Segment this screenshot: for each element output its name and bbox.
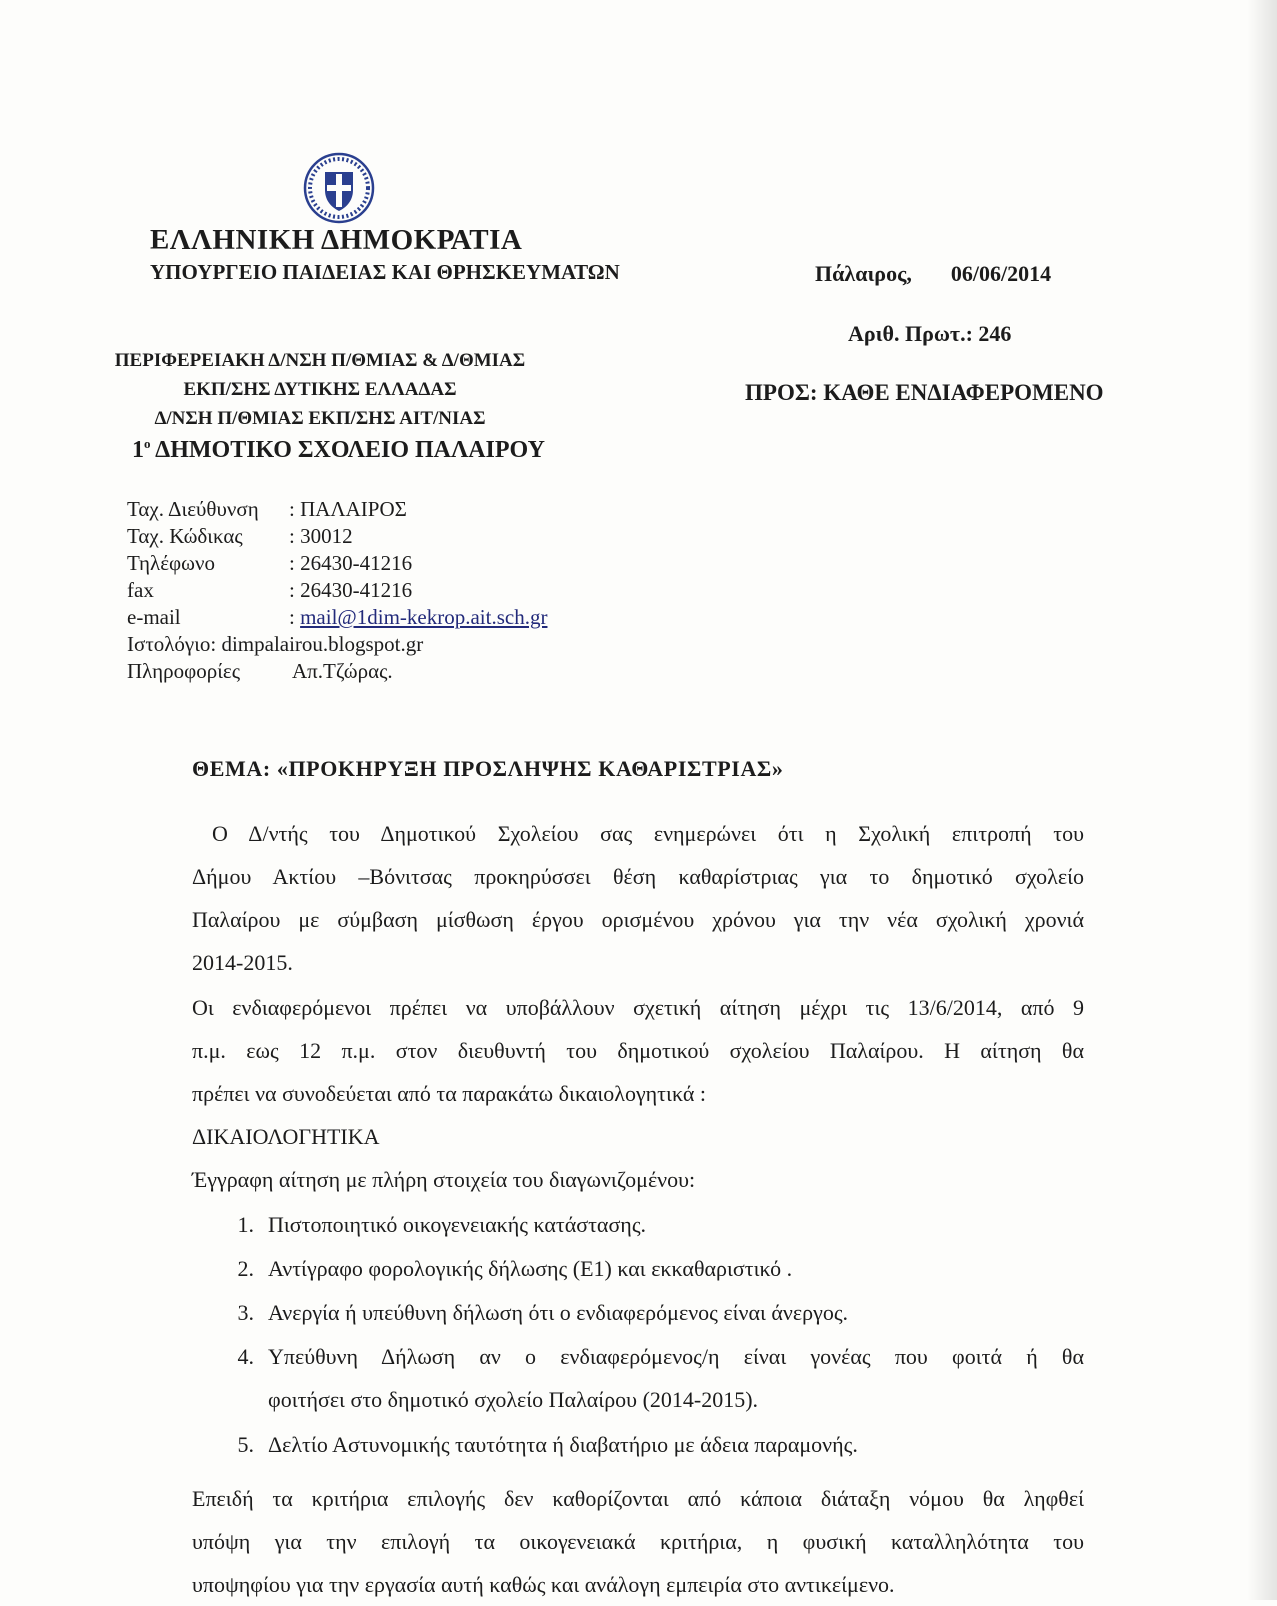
contact-value: : 26430-41216 <box>289 578 413 602</box>
region-line-3: Δ/ΝΣΗ Π/ΘΜΙΑΣ ΕΚΠ/ΣΗΣ ΑΙΤ/ΝΙΑΣ <box>154 408 486 429</box>
paragraph-line: Ο Δ/ντής του Δημοτικού Σχολείου σας ενημερώνει ότι η Σχολική επιτροπή του <box>212 821 1084 846</box>
contact-email <box>127 605 627 633</box>
contact-label: e-mail <box>127 605 181 629</box>
subject-line: ΘΕΜΑ: «ΠΡΟΚΗΡΥΞΗ ΠΡΟΣΛΗΨΗΣ ΚΑΘΑΡΙΣΤΡΙΑΣ» <box>192 756 784 781</box>
contact-label: Πληροφορίες <box>127 659 241 683</box>
contact-label: Ταχ. Διεύθυνση <box>127 497 259 521</box>
list-number: 3. <box>237 1300 254 1325</box>
contact-block <box>127 497 627 697</box>
contact-value <box>289 605 547 630</box>
documents-heading: ΔΙΚΑΙΟΛΟΓΗΤΙΚΑ <box>192 1124 380 1149</box>
list-text: Πιστοποιητικό οικογενειακής κατάστασης. <box>268 1212 647 1237</box>
paragraph-line: π.μ. εως 12 π.μ. στον διευθυντή του δημοτικού σχολείου Παλαίρου. Η αίτηση θα <box>192 1038 1084 1063</box>
contact-label: Ταχ. Κώδικας <box>127 524 243 548</box>
contact-fax <box>127 578 627 606</box>
contact-label: Ιστολόγιο: dimpalairou.blogspot.gr <box>127 632 424 656</box>
email-link[interactable]: mail@1dim-kekrop.ait.sch.gr <box>300 605 548 629</box>
contact-phone <box>127 551 627 579</box>
greek-coat-of-arms-emblem <box>303 152 375 224</box>
list-number: 5. <box>237 1432 254 1457</box>
recipient: ΠΡΟΣ: ΚΑΘΕ ΕΝΔΙΑΦΕΡΟΜΕΝΟ <box>745 380 1104 405</box>
contact-value: : 30012 <box>289 524 353 548</box>
scan-edge-shadow <box>1247 0 1277 1600</box>
place: Πάλαιρος, <box>815 261 912 286</box>
paragraph-line: υπόψη για την επιλογή τα οικογενειακά κριτήρια, η φυσική καταλληλότητα του <box>192 1529 1084 1554</box>
paragraph-line: Επειδή τα κριτήρια επιλογής δεν καθορίζονται από κάποια διάταξη νόμου θα ληφθεί <box>192 1486 1084 1511</box>
school-number: 1 <box>132 437 144 463</box>
paragraph-line: Οι ενδιαφερόμενοι πρέπει να υποβάλλουν σχετική αίτηση μέχρι τις 13/6/2014, από 9 <box>192 995 1084 1020</box>
date: 06/06/2014 <box>950 261 1052 286</box>
email-prefix: : <box>289 605 301 629</box>
list-text: Αντίγραφο φορολογικής δήλωσης (Ε1) και εκκαθαριστικό . <box>268 1256 793 1281</box>
contact-label: Τηλέφωνο <box>127 551 215 575</box>
list-number: 2. <box>237 1256 254 1281</box>
paragraph-line: 2014-2015. <box>192 950 293 975</box>
contact-blog <box>127 632 627 660</box>
paragraph-line: πρέπει να συνοδεύεται από τα παρακάτω δικαιολογητικά : <box>192 1081 706 1106</box>
contact-value: : ΠΑΛΑΙΡΟΣ <box>289 497 407 521</box>
list-text: Υπεύθυνη Δήλωση αν ο ενδιαφερόμενος/η είναι γονέας που φοιτά ή θα <box>268 1344 1084 1369</box>
list-text: φοιτήσει στο δημοτικό σχολείο Παλαίρου (2014-2015). <box>268 1387 759 1412</box>
school-number-suffix: ο <box>144 436 151 451</box>
list-number: 1. <box>237 1212 254 1237</box>
region-line-1: ΠΕΡΙΦΕΡΕΙΑΚΗ Δ/ΝΣΗ Π/ΘΜΙΑΣ & Δ/ΘΜΙΑΣ <box>114 350 526 371</box>
paragraph-line: υποψηφίου για την εργασία αυτή καθώς και ανάλογη εμπειρία στο αντικείμενο. <box>192 1572 895 1597</box>
protocol-number: Αριθ. Πρωτ.: 246 <box>848 321 1012 346</box>
school-name <box>132 436 545 464</box>
republic-title: ΕΛΛΗΝΙΚΗ ΔΗΜΟΚΡΑΤΙΑ <box>150 224 523 256</box>
contact-value: Απ.Τζώρας. <box>292 659 393 683</box>
place-date <box>815 261 1051 287</box>
paragraph-line: Παλαίρου με σύμβαση μίσθωση έργου ορισμένου χρόνου για την νέα σχολική χρονιά <box>192 907 1084 932</box>
documents-intro: Έγγραφη αίτηση με πλήρη στοιχεία του διαγωνιζομένου: <box>192 1167 696 1192</box>
paragraph-line: Δήμου Ακτίου –Βόνιτσας προκηρύσσει θέση καθαρίστριας για το δημοτικό σχολείο <box>192 864 1084 889</box>
contact-postcode <box>127 524 627 552</box>
contact-value: : 26430-41216 <box>289 551 413 575</box>
school-name-text: ΔΗΜΟΤΙΚΟ ΣΧΟΛΕΙΟ ΠΑΛΑΙΡΟΥ <box>150 437 545 463</box>
region-line-2: ΕΚΠ/ΣΗΣ ΔΥΤΙΚΗΣ ΕΛΛΑΔΑΣ <box>183 379 457 400</box>
list-number: 4. <box>237 1344 254 1369</box>
contact-address <box>127 497 627 525</box>
ministry-title: ΥΠΟΥΡΓΕΙΟ ΠΑΙΔΕΙΑΣ ΚΑΙ ΘΡΗΣΚΕΥΜΑΤΩΝ <box>150 260 620 284</box>
contact-label: fax <box>127 578 154 602</box>
list-text: Ανεργία ή υπεύθυνη δήλωση ότι ο ενδιαφερόμενος είναι άνεργος. <box>268 1300 849 1325</box>
contact-info <box>127 659 627 687</box>
list-text: Δελτίο Αστυνομικής ταυτότητα ή διαβατήριο με άδεια παραμονής. <box>268 1432 858 1457</box>
